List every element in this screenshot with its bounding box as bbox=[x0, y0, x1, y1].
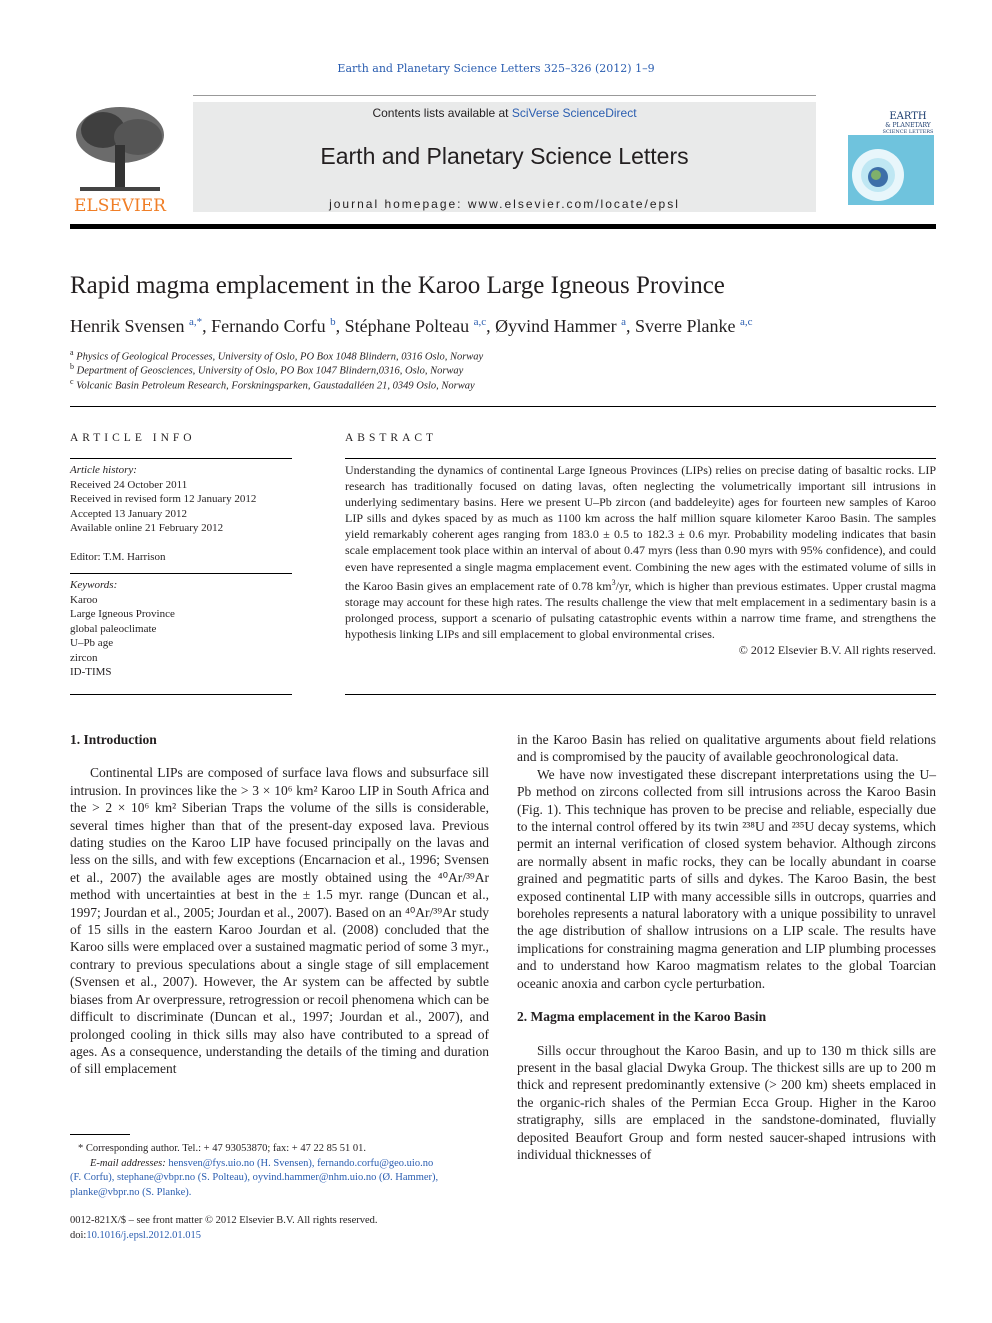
email-links[interactable]: hensven@fys.uio.no (H. Svensen), fernando.corfu@geo.uio.no bbox=[168, 1157, 434, 1169]
history-accepted: Accepted 13 January 2012 bbox=[70, 507, 187, 520]
doi-link[interactable]: 10.1016/j.epsl.2012.01.015 bbox=[86, 1229, 201, 1241]
editor-line: Editor: T.M. Harrison bbox=[70, 550, 166, 563]
contents-line bbox=[193, 106, 816, 120]
email-links[interactable]: planke@vbpr.no (S. Planke). bbox=[70, 1186, 192, 1198]
cover-title-1: EARTH bbox=[889, 111, 927, 122]
journal-reference[interactable]: Earth and Planetary Science Letters 325–326 (2012) 1–9 bbox=[337, 62, 655, 75]
paragraph: We have now investigated these discrepant interpretations using the U–Pb method on zircons collected from sill intrusions across the Karoo Basin (Fig. 1). This technique has proven to be precise and reliable, especially due to the internal control offered by its twin ²³⁸U and ²³⁵U decay systems, which permit an internal verification of closed system behavior. Although zircons are normally absent in mafic rocks, they can be locally abundant in coarse grained and pegmatitic parts of sills and dykes. The Karoo Basin, the best exposed continental LIP with many accessible sills in outcrops, quarries and boreholes represents a natural laboratory with a unique possibility to unravel the age distribution of shallow intrusions on a LIP scale. The results have implications for constraining magma generation and LIP plumbing processes and to understand how Karoo magmatism relates to the global Toarcian oceanic anoxia and carbon cycle perturbation. bbox=[517, 766, 936, 991]
article-history bbox=[70, 463, 292, 564]
keyword: Karoo bbox=[70, 593, 98, 606]
affiliation-rule bbox=[70, 406, 936, 407]
affiliation-b: $^b$ Department of Geosciences, University of Oslo, PO Box 1047 Blindern,0316, Oslo, Norway bbox=[70, 362, 464, 377]
author-affiliation-mark[interactable]: a bbox=[621, 316, 626, 328]
keywords-label: Keywords: bbox=[70, 579, 118, 591]
history-online: Available online 21 February 2012 bbox=[70, 522, 224, 534]
journal-title: Earth and Planetary Science Letters bbox=[320, 143, 689, 169]
cover-title-2: & PLANETARY bbox=[885, 122, 931, 129]
footnotes bbox=[70, 1142, 490, 1200]
journal-cover-thumbnail bbox=[846, 97, 936, 207]
article-title: Rapid magma emplacement in the Karoo Large Igneous Province bbox=[70, 272, 725, 299]
email-links[interactable]: (F. Corfu), stephane@vbpr.no (S. Polteau), oyvind.hammer@nhm.uio.no (Ø. Hammer), bbox=[70, 1172, 439, 1183]
keyword: Large Igneous Province bbox=[70, 608, 175, 620]
body-left-column bbox=[70, 731, 489, 1078]
author-affiliation-mark[interactable]: a,c bbox=[473, 316, 487, 328]
author-name: Fernando Corfu bbox=[211, 316, 326, 336]
header-thick-rule bbox=[70, 224, 936, 229]
cover-title-3: SCIENCE LETTERS bbox=[882, 129, 934, 135]
corresponding-author-note: * Corresponding author. Tel.: + 47 93053870; fax: + 47 22 85 51 01. bbox=[78, 1143, 366, 1154]
author-affiliation-mark[interactable]: b bbox=[330, 316, 336, 328]
section-heading-introduction: 1. Introduction bbox=[70, 732, 157, 747]
abstract-sup: 3 bbox=[611, 577, 616, 587]
author-affiliation-mark[interactable]: a,c bbox=[739, 316, 753, 328]
elsevier-tree-logo bbox=[68, 105, 172, 215]
keywords-rule bbox=[70, 573, 292, 574]
abstract-body-1: Understanding the dynamics of continental Large Igneous Provinces (LIPs) relies on precise dating of basaltic rocks. LIP research has traditionally focused on dating lavas, often neglecting the volumetrically important sill intrusions in underlying sedimentary basins. Here we present U–Pb zircon (and baddeleyite) ages for fourteen new samples of Karoo LIP sills and dykes spaced by as much as 1100 km across the half million square kilometer Karoo Basin. The samples yield remarkably coherent ages ranging from 183.0 ± 0.5 to 182.3 ± 0.6 myr. Probability modeling indicates that basin scale emplacement took place within an interval of about 0.47 myrs (less than 0.90 myrs with 95% confidence), and could even have represented a single magma emplacement event. Combining the new ages with the estimated volume of sills in the Karoo Basin gives an emplacement rate of 0.78 km bbox=[345, 463, 936, 593]
paragraph: Sills occur throughout the Karoo Basin, and up to 130 m thick sills are present in the basal glacial Dwyka Group. The thickest sills are up to 200 m thick and represent predominantly extensive (> 200 km) sheets emplaced in the organic-rich shales of the Permian Ecca Group. Higher in the Karoo stratigraphy, sills are emplaced in the sandstone-dominated, fluvially deposited Beaufort Group and form nested saucer-shaped intrusions with individual thicknesses of bbox=[517, 1042, 936, 1162]
email-label: E-mail addresses: bbox=[90, 1157, 166, 1169]
author-name: Stéphane Polteau bbox=[344, 316, 470, 336]
history-received: Received 24 October 2011 bbox=[70, 478, 188, 491]
abstract-text bbox=[345, 462, 936, 658]
article-info-rule bbox=[70, 458, 292, 459]
history-revised: Received in revised form 12 January 2012 bbox=[70, 493, 257, 505]
abstract-copyright: © 2012 Elsevier B.V. All rights reserved. bbox=[738, 643, 936, 658]
affiliation-a: $^a$ Physics of Geological Processes, University of Oslo, PO Box 1048 Blindern, 0316 Oslo, Norway bbox=[70, 348, 484, 363]
abstract-bottom-rule bbox=[345, 694, 936, 695]
author-name: Henrik Svensen bbox=[70, 316, 185, 336]
front-matter-line: 0012-821X/$ – see front matter © 2012 Elsevier B.V. All rights reserved. bbox=[70, 1215, 378, 1226]
sciencedirect-link[interactable]: SciVerse ScienceDirect bbox=[511, 106, 637, 120]
elsevier-wordmark: ELSEVIER bbox=[74, 196, 166, 215]
body-right-column bbox=[517, 731, 936, 1163]
author-name: Sverre Planke bbox=[634, 316, 736, 336]
paragraph: Continental LIPs are composed of surface lava flows and subsurface sill intrusion. In provinces like the > 3 × 10⁶ km² Karoo LIP in South Africa and the > 2 × 10⁶ km² Siberian Traps the volume of the sills is considerable, several times higher than that of the present-day exposed lava. Previous dating studies on the Karoo LIP have focused principally on the lavas and less on the sills, and with few exceptions (Encarnacion et al., 1996; Svensen et al., 2007) the available ages are mostly obtained using the ⁴⁰Ar/³⁹Ar method with uncertainties at best in the ± 1.5 myr. range (Duncan et al., 1997; Jourdan et al., 2005; Jourdan et al., 2007). Based on an ⁴⁰Ar/³⁹Ar study of 15 sills in the eastern Karoo Jourdan et al. (2008) concluded that the Karoo sills were emplaced over a sustained magmatic period of some 3 myr., contrary to previous speculations about a single stage of sill emplacement (Svensen et al., 2007). However, the Ar system can be affected by subtle biases from Ar overpressure, retrogression or recoil phenomena which can be difficult to discriminate (Duncan et al., 1997; Jourdan et al., 2007), and prolonged cooling in thick sills may also have contributed to a spread of ages. As a consequence, understanding the details of the timing and duration of sill emplacement bbox=[70, 765, 489, 1077]
keyword: ID-TIMS bbox=[70, 666, 112, 678]
doi-label: doi: bbox=[70, 1229, 87, 1241]
keywords-block bbox=[70, 578, 292, 680]
paragraph: in the Karoo Basin has relied on qualitative arguments about field relations and is compromised by the paucity of available geochronological data. bbox=[517, 732, 936, 765]
info-bottom-rule bbox=[70, 694, 292, 695]
history-label: Article history: bbox=[70, 464, 137, 476]
masthead-top-rule bbox=[193, 95, 816, 96]
abstract-body-2: /yr, which is higher than previous estimates. Upper crustal magma storage may account for these high rates. The results challenge the view that melt emplacement in a sedimentary basin is a prolonged process, support a scenario of pulsating catastrophic events within a narrow time frame, and strengthens the hypothesis linking LIPs and sill emplacement to global environmental crises. bbox=[345, 578, 936, 641]
section-heading-karoo: 2. Magma emplacement in the Karoo Basin bbox=[517, 1009, 767, 1025]
author-name: Øyvind Hammer bbox=[495, 316, 617, 336]
author-affiliation-mark[interactable]: a,* bbox=[188, 316, 203, 328]
front-matter bbox=[70, 1214, 490, 1243]
author-list: Henrik Svensen $^{a,*}$, Fernando Corfu $^b$, Stéphane Polteau $^{a,c}$, Øyvind Hammer $^a$, Sverre Planke $^{a,c}$ bbox=[70, 316, 753, 336]
article-info-heading: ARTICLE INFO bbox=[70, 432, 196, 444]
keyword: global paleoclimate bbox=[70, 622, 157, 635]
keyword: U–Pb age bbox=[70, 637, 114, 649]
keyword: zircon bbox=[70, 651, 98, 664]
abstract-rule bbox=[345, 458, 936, 459]
abstract-heading: ABSTRACT bbox=[345, 432, 438, 444]
journal-homepage[interactable]: journal homepage: www.elsevier.com/locate/epsl bbox=[329, 197, 680, 211]
affiliation-c: $^c$ Volcanic Basin Petroleum Research, Forskningsparken, Gaustadalléen 21, 0349 Oslo, Norway bbox=[70, 377, 475, 392]
footnote-rule bbox=[70, 1134, 130, 1135]
contents-prefix: Contents lists available at bbox=[372, 106, 512, 120]
